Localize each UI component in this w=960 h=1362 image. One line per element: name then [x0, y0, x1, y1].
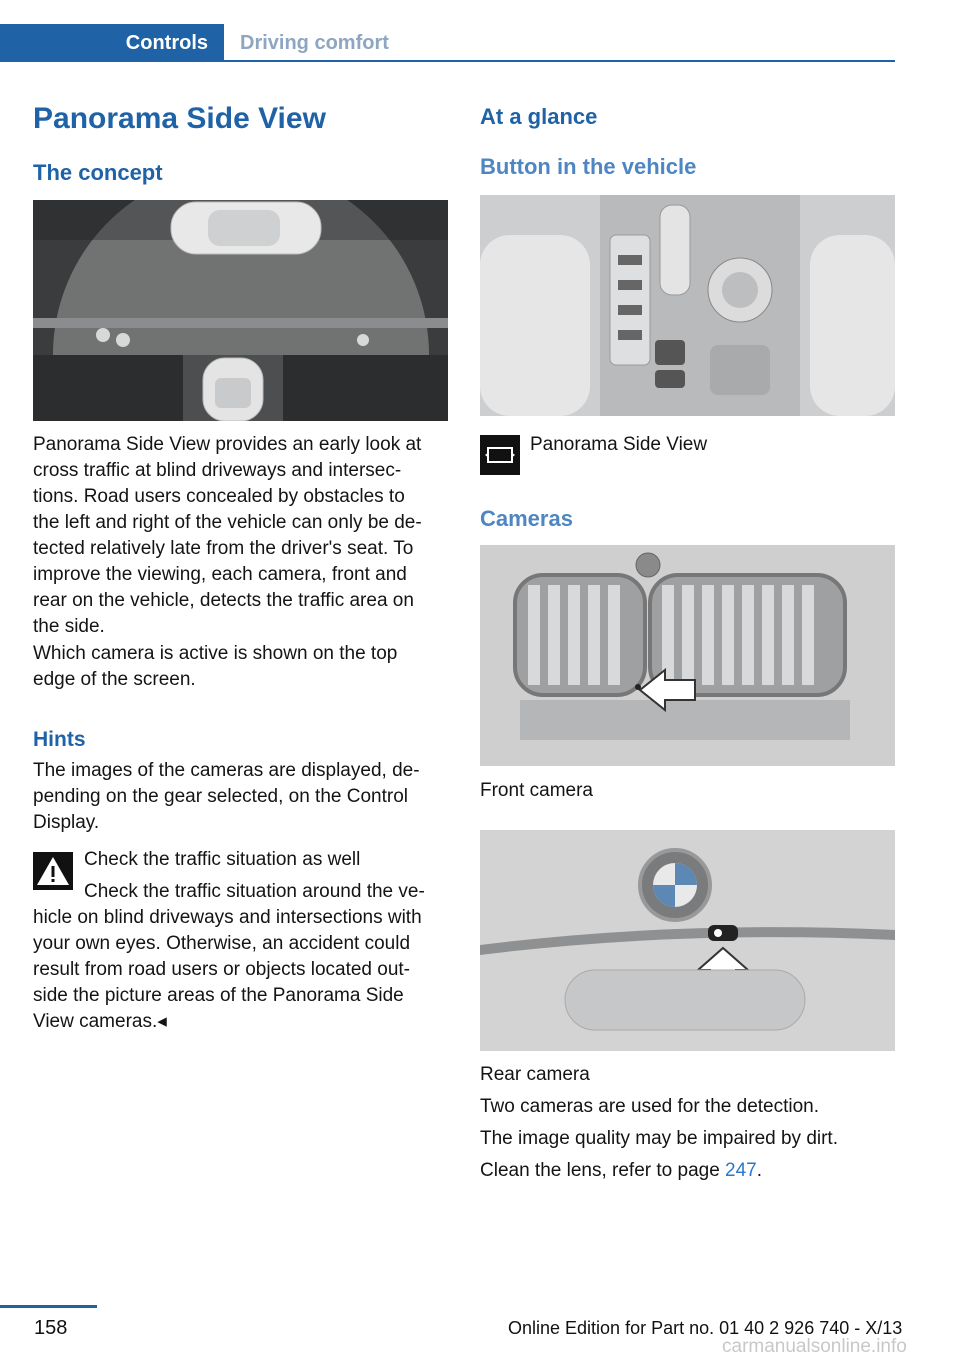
rear-camera-paragraph: [480, 1094, 900, 1152]
text-line: Which camera is active is shown on the top: [33, 643, 398, 664]
text-line: your own eyes. Otherwise, an accident could: [33, 933, 411, 954]
text-line: View cameras.◂: [33, 1011, 167, 1032]
text-line: side the picture areas of the Panorama Side: [33, 985, 404, 1006]
front-camera-caption: Front camera: [480, 780, 593, 801]
text-line: Panorama Side View provides an early look at: [33, 434, 422, 455]
text-line: pending on the gear selected, on the Control: [33, 786, 408, 807]
header-tab-controls: Controls: [0, 24, 224, 62]
footer-edition: Online Edition for Part no. 01 40 2 926 740 - X/13: [508, 1318, 903, 1338]
center-console-drawing: [480, 195, 895, 416]
text-line: tected relatively late from the driver's seat. To: [33, 538, 414, 559]
panorama-button-label: Panorama Side View: [530, 434, 708, 455]
watermark: carmanualsonline.info: [722, 1336, 907, 1357]
section-heading-hints: Hints: [33, 728, 86, 751]
rear-camera-caption: Rear camera: [480, 1064, 590, 1085]
concept-paragraph: [33, 432, 453, 640]
text-line: cross traffic at blind driveways and intersec-: [33, 460, 402, 481]
text-line: edge of the screen.: [33, 669, 196, 690]
footer-rule: [0, 1305, 97, 1308]
concept-illustration-drawing: [33, 200, 448, 421]
warning-line-first: Check the traffic situation around the ve-: [84, 881, 425, 902]
text-line: The images of the cameras are displayed, de-: [33, 760, 420, 781]
text-line: Two cameras are used for the detection.: [480, 1096, 820, 1117]
text-line: result from road users or objects located out-: [33, 959, 411, 980]
header-tab-driving-comfort: Driving comfort: [240, 31, 389, 54]
section-heading-concept: The concept: [33, 160, 163, 185]
text-line: The image quality may be impaired by dirt.: [480, 1128, 838, 1149]
text-line: tions. Road users concealed by obstacles to: [33, 486, 405, 507]
warning-paragraph: [33, 905, 458, 1035]
text-line: the side.: [33, 616, 105, 637]
page-title: Panorama Side View: [33, 102, 326, 135]
header-rule: [0, 60, 895, 62]
text-line: rear on the vehicle, detects the traffic area on: [33, 590, 414, 611]
clean-lens-paragraph: [480, 1158, 762, 1184]
section-heading-at-a-glance: At a glance: [480, 104, 598, 129]
text-line: hicle on blind driveways and intersections with: [33, 907, 422, 928]
page-number: 158: [34, 1317, 68, 1339]
warning-title: Check the traffic situation as well: [84, 849, 361, 870]
center-console-photo: [480, 195, 895, 416]
rear-camera-drawing: [480, 830, 895, 1051]
warning-icon: [33, 852, 73, 890]
active-camera-paragraph: [33, 641, 453, 693]
section-heading-button: Button in the vehicle: [480, 154, 697, 179]
section-heading-cameras: Cameras: [480, 506, 573, 531]
clean-lens-text: Clean the lens, refer to page: [480, 1160, 726, 1181]
front-camera-photo: [480, 545, 895, 766]
text-line: improve the viewing, each camera, front and: [33, 564, 407, 585]
page-link-247[interactable]: 247: [725, 1160, 757, 1181]
concept-illustration: [33, 200, 448, 421]
rear-camera-photo: [480, 830, 895, 1051]
text-line: Display.: [33, 812, 100, 833]
text-line: the left and right of the vehicle can only be de-: [33, 512, 422, 533]
front-camera-drawing: [480, 545, 895, 766]
clean-lens-period: .: [756, 1160, 763, 1181]
hints-paragraph: [33, 758, 453, 836]
panorama-side-view-button-icon: [480, 435, 520, 475]
